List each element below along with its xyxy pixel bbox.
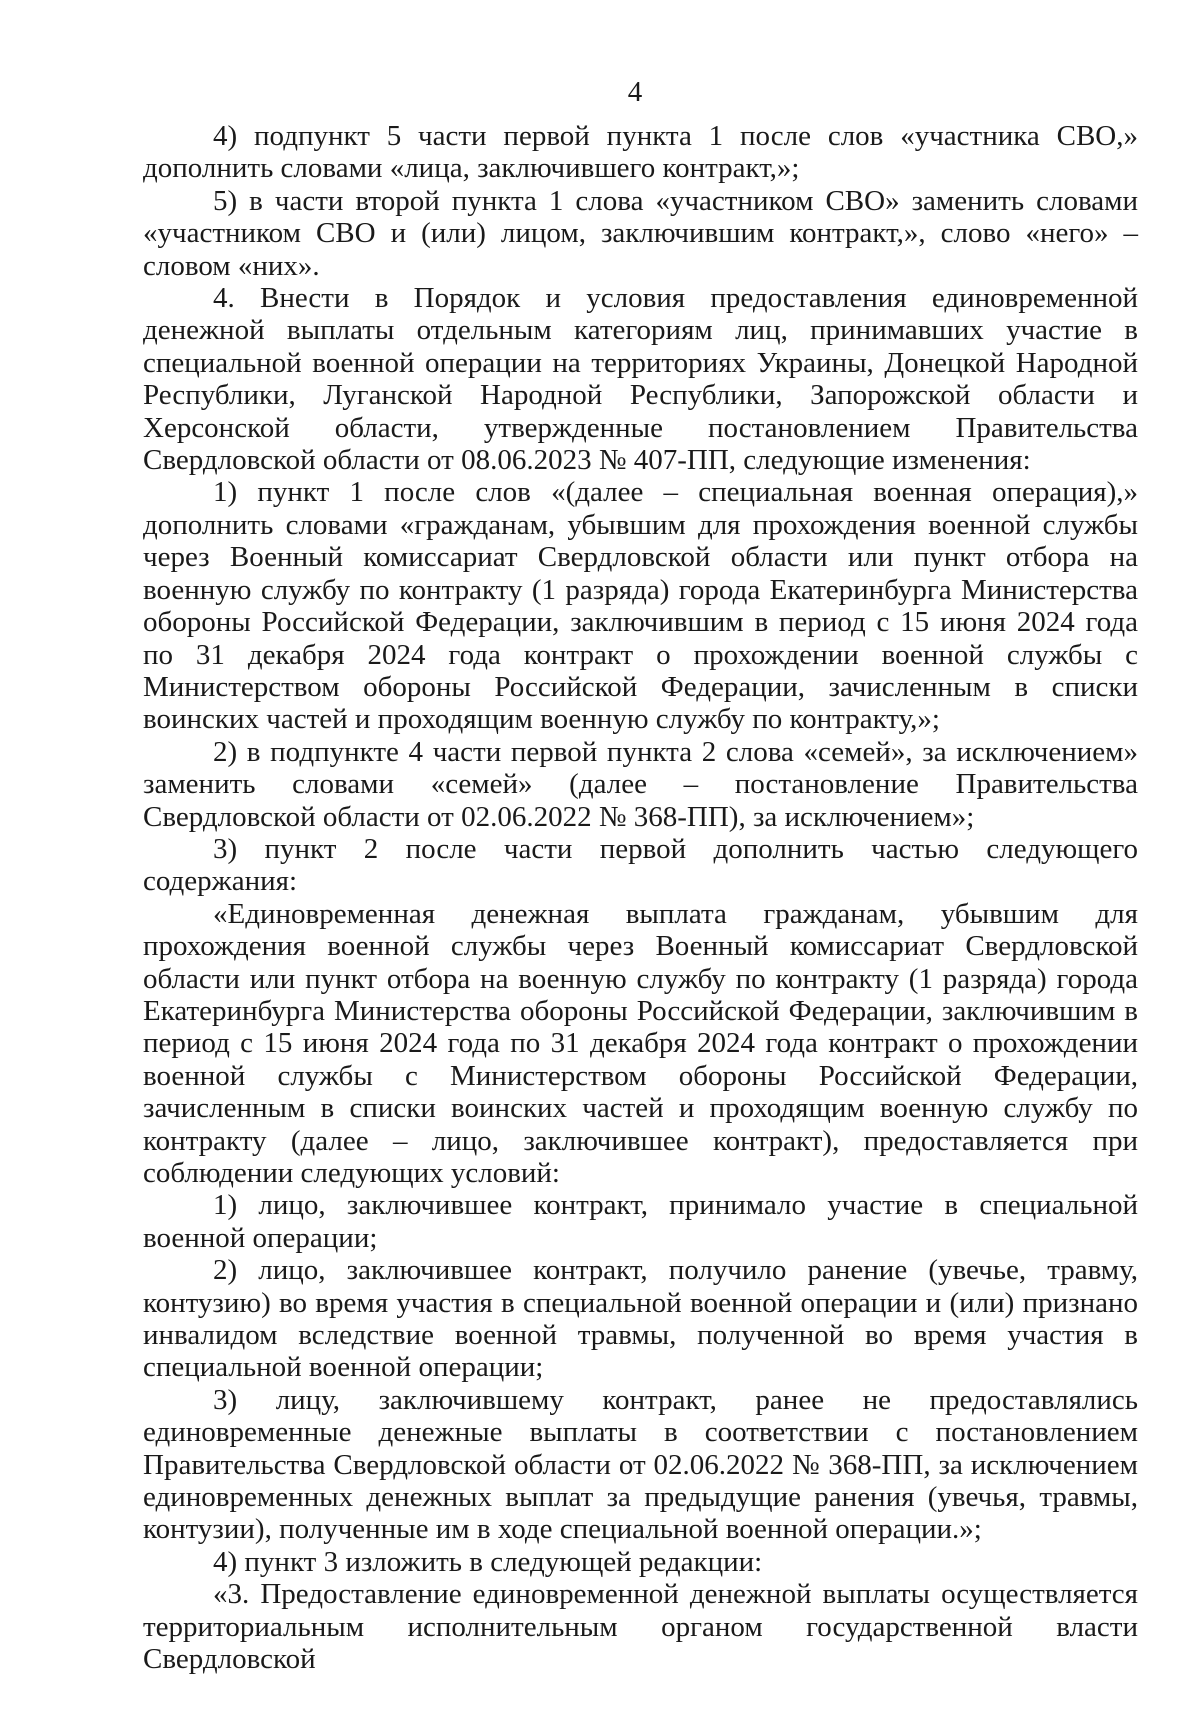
paragraph-point-3-text: «3. Предоставление единовременной денежной выплаты осуществляется территориальным исполнительным органом государственной власти Свердловской — [143, 1578, 1138, 1676]
paragraph-change-3: 3) пункт 2 после части первой дополнить частью следующего содержания: — [143, 832, 1138, 898]
page-number: 4 — [627, 76, 643, 108]
paragraph-condition-1: 1) лицо, заключившее контракт, принимало участие в специальной военной операции; — [143, 1189, 1138, 1254]
paragraph-condition-2: 2) лицо, заключившее контракт, получило ранение (увечье, травму, контузию) во время участия в специальной военной операции и (или) признано инвалидом вследствие военной травмы, полученной во время участия в специальной военной операции; — [143, 1254, 1138, 1384]
paragraph-change-1: 1) пункт 1 после слов «(далее – специальная военная операция),» дополнить словами «гражданам, убывшим для прохождения военной службы через Военный комиссариат Свердловской области или пункт отбора на военную службу по контракту (1 разряда) города Екатеринбурга Министерства обороны Российской Федерации, заключившим в период с 15 июня 2024 года по 31 декабря 2024 года контракт о прохождении военной службы с Министерством обороны Российской Федерации, зачисленным в списки воинских частей и проходящим военную службу по контракту,»; — [143, 476, 1138, 736]
document-body — [143, 120, 1138, 1676]
paragraph-change-4: 4) пункт 3 изложить в следующей редакции: — [213, 1545, 763, 1578]
paragraph-quoted-text: «Единовременная денежная выплата гражданам, убывшим для прохождения военной службы через Военный комиссариат Свердловской области или пункт отбора на военную службу по контракту (1 разряда) города Екатеринбурга Министерства обороны Российской Федерации, заключившим в период с 15 июня 2024 года по 31 декабря 2024 года контракт о прохождении военной службы с Министерством обороны Российской Федерации, зачисленным в списки воинских частей и проходящим военную службу по контракту (далее – лицо, заключившее контракт), предоставляется при соблюдении следующих условий: — [143, 897, 1138, 1189]
paragraph-item-4: 4) подпункт 5 части первой пункта 1 после слов «участника СВО,» дополнить словами «лица, заключившего контракт,»; — [143, 120, 1138, 185]
paragraph-section-4: 4. Внести в Порядок и условия предоставления единовременной денежной выплаты отдельным категориям лиц, принимавших участие в специальной военной операции на территориях Украины, Донецкой Народной Республики, Луганской Народной Республики, Запорожской области и Херсонской области, утвержденные постановлением Правительства Свердловской области от 08.06.2023 № 407-ПП, следующие изменения: — [143, 282, 1138, 477]
paragraph-change-2: 2) в подпункте 4 части первой пункта 2 слова «семей», за исключением» заменить словами «семей» (далее – постановление Правительства Свердловской области от 02.06.2022 № 368-ПП), за исключением»; — [143, 735, 1138, 833]
paragraph-item-5: 5) в части второй пункта 1 слова «участником СВО» заменить словами «участником СВО и (или) лицом, заключившим контракт,», слово «него» – словом «них». — [143, 184, 1138, 282]
paragraph-condition-3: 3) лицу, заключившему контракт, ранее не предоставлялись единовременные денежные выплаты в соответствии с постановлением Правительства Свердловской области от 02.06.2022 № 368-ПП, за исключением единовременных денежных выплат за предыдущие ранения (увечья, травмы, контузии), полученные им в ходе специальной военной операции.»; — [143, 1383, 1138, 1546]
